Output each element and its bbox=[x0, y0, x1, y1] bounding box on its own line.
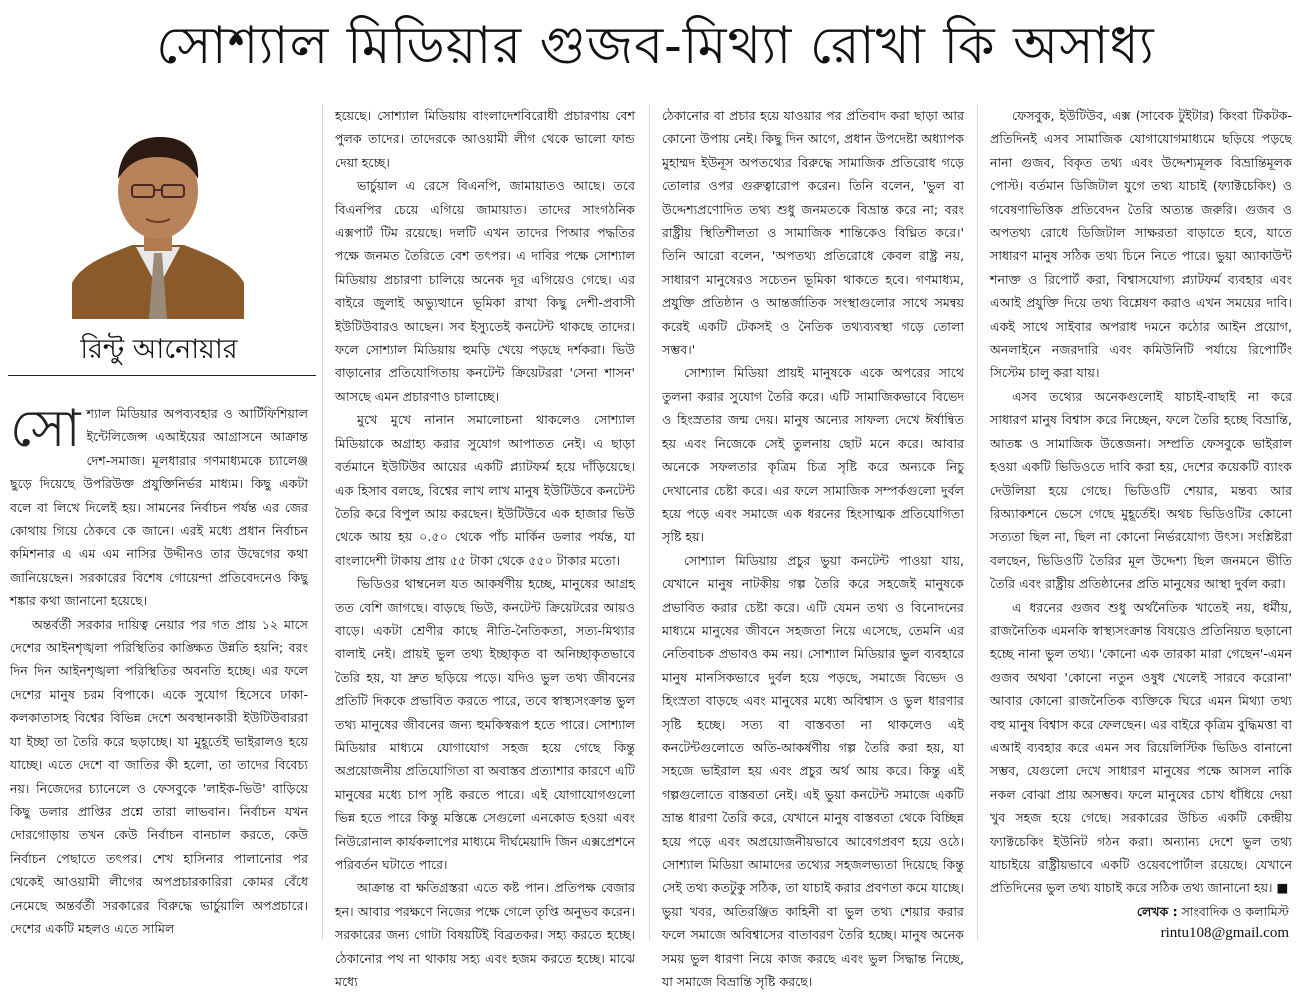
article-paragraph: মুখে মুখে নানান সমালোচনা থাকলেও সোশ্যাল মিডিয়াকে অগ্রাহ্য করার সুযোগ আপাতত নেই। এ ছাড়া বর্তমানে ইউটিউব আয়ের একটি প্ল্যাটফর্ম হয়ে দাঁড়িয়েছে। এক হিসাব বলছে, বিশ্বের লাখ লাখ মানুষ ইউটিউবে কনটেন্ট তৈরি করে বিপুল আয় করছেন। ইউটিউবে এক হাজার ভিউ থেকে আয় হয় ০.৫০ থেকে পাঁচ মার্কিন ডলার পর্যন্ত, যা বাংলাদেশী টাকায় প্রায় ৫৫ টাকা থেকে ৫৫০ টাকার মতো। bbox=[335, 412, 635, 568]
article-paragraph: সোশ্যাল মিডিয়া প্রায়ই মানুষকে একে অপরের সাথে তুলনা করার সুযোগ তৈরি করে। এটি সামাজিকভাবে বিভেদ ও হিংস্রতার জন্ম দেয়। মানুষ অন্যের সাফল্য দেখে ঈর্ষান্বিত হয় এবং নিজেকে সেই তুলনায় ছোট মনে করে। আবার অনেকে সফলতার কৃত্রিম চিত্র সৃষ্টি করে অন্যকে নিচু দেখানোর চেষ্টা করে। এর ফলে সামাজিক সম্পর্কগুলো দুর্বল হয়ে পড়ে এবং সমাজে এক ধরনের হিংসাত্মক প্রতিযোগিতা সৃষ্টি হয়। bbox=[662, 365, 964, 545]
article-paragraph: আক্রান্ত বা ক্ষতিগ্রস্তরা এতে কষ্ট পান। প্রতিপক্ষ বেজার হন। আবার পরক্ষণে নিজের পক্ষে গেলে তৃপ্তি অনুভব করেন। সরকারের জন্য গোটা বিষয়টিই বিব্রতকর। সহ্য করতে হচ্ছে। ঠেকানোর পথ না থাকায় সহ্য এবং হজম করতে হচ্ছে। মাঝে মধ্যে bbox=[335, 880, 635, 990]
article-paragraph: হয়েছে। সোশ্যাল মিডিয়ায় বাংলাদেশবিরোধী প্রচারণায় বেশ পুলক তাদের। তাদেরকে আওয়ামী লীগ থেকে ভালো ফান্ড দেয়া হচ্ছে। bbox=[335, 108, 635, 170]
article-column-2 bbox=[335, 104, 635, 990]
author-credit bbox=[1137, 902, 1289, 922]
article-column-1 bbox=[10, 399, 308, 940]
article-column-3 bbox=[662, 104, 964, 990]
author-name: রিন্টু আনোয়ার bbox=[80, 334, 238, 365]
byline-divider bbox=[8, 375, 316, 376]
article-paragraph: সোশ্যাল মিডিয়ায় প্রচুর ভুয়া কনটেন্ট পাওয়া যায়, যেখানে মানুষ নাটকীয় গল্প তৈরি করে সহজেই মানুষকে প্রভাবিত করার চেষ্টা করে। এটি যেমন তথ্য ও বিনোদনের মাধ্যমে মানুষের জীবনে সহজতা নিয়ে এসেছে, তেমনি এর নেতিবাচক প্রভাবও কম নয়। সোশ্যাল মিডিয়ার ভুল ব্যবহারে মানুষ মানসিকভাবে দুর্বল হয়ে পড়ছে, সমাজে বিভেদ ও হিংস্রতা বাড়ছে এবং মানুষের মধ্যে অবিশ্বাস ও ভুল ধারণার সৃষ্টি হচ্ছে। সত্য বা বাস্তবতা না থাকলেও এই কনটেন্টগুলোতে অতি-আকর্ষণীয় গল্প তৈরি করা হয়, যা সহজে ভাইরাল হয় এবং প্রচুর অর্থ আয় করে। কিন্তু এই গল্পগুলোতে বাস্তবতা নেই। এই ভুয়া কনটেন্ট সমাজে একটি ভ্রান্ত ধারণা তৈরি করে, যেখানে মানুষ বাস্তবতা থেকে বিচ্ছিন্ন হয়ে পড়ে এবং অপ্রয়োজনীয়ভাবে আবেগপ্রবণ হয়ে ওঠে। সোশ্যাল মিডিয়া আমাদের তথ্যের সহজলভ্যতা দিয়েছে কিন্তু সেই তথ্য কতটুকু সঠিক, তা যাচাই করার প্রবণতা কমে যাচ্ছে। ভুয়া খবর, অতিরঞ্জিত কাহিনী বা ভুল তথ্য শেয়ার করার ফলে সমাজে অবিশ্বাসের বাতাবরণ তৈরি হচ্ছে। মানুষ অনেক সময় ভুল ধারণা নিয়ে কাজ করছে এবং ভুল সিদ্ধান্ত নিচ্ছে, যা সমাজে বিভ্রান্তি সৃষ্টি করছে। bbox=[662, 552, 964, 990]
author-photo bbox=[72, 113, 244, 319]
author-email: rintu108@gmail.com bbox=[1160, 925, 1289, 941]
article-paragraph: অন্তর্বর্তী সরকার দায়িত্ব নেয়ার পর গত প্রায় ১২ মাসে দেশের আইনশৃঙ্খলা পরিস্থিতির কাঙ্ক্ষিত উন্নতি হয়নি; বরং দিন দিন আইনশৃঙ্খলা পরিস্থিতির অবনতি হচ্ছে। এর ফলে দেশের মানুষ চরম বিপাকে। একে সুযোগ হিসেবে ঢাকা-কলকাতাসহ বিশ্বের বিভিন্ন দেশে অবস্থানকারী ইউটিউবাররা যা ইচ্ছা তা তৈরি করে ছড়াচ্ছে। যা মুহূর্তেই ভাইরালও হয়ে যাচ্ছে। এতে দেশে বা জাতির কী হলো, তা তাদের বিবেচ্য নয়। নিজেদের চ্যানেলে ও ফেসবুকে 'লাইক-ভিউ' বাড়িয়ে কিছু ডলার প্রাপ্তির প্রশ্নে তারা লাভবান। নির্বাচন যখন দোরগোড়ায় তখন কেউ নির্বাচন বানচাল করতে, কেউ নির্বাচন পেছাতে তৎপর। শেখ হাসিনার পালানোর পর থেকেই আওয়ামী লীগের অপপ্রচারকারিরা কোমর বেঁধে নেমেছে অন্তর্বর্তী সরকারের বিরুদ্ধে ভার্চুয়ালি অপপ্রচারে। দেশের একটি মহলও এতে সামিল bbox=[10, 616, 308, 936]
author-role: সাংবাদিক ও কলামিস্ট bbox=[1181, 904, 1289, 919]
article-paragraph: ফেসবুক, ইউটিউব, এক্স (সাবেক টুইটার) কিংবা টিকটক- প্রতিদিনই এসব সামাজিক যোগাযোগমাধ্যমে ছড়িয়ে পড়ছে নানা গুজব, বিকৃত তথ্য এবং উদ্দেশ্যমূলক বিভ্রান্তিমূলক পোস্ট। বর্তমান ডিজিটাল যুগে তথ্য যাচাই (ফ্যাক্টচেকিং) ও গবেষণাভিত্তিক প্রতিবেদন তৈরি অত্যন্ত জরুরি। গুজব ও অপতথ্য রোধে ডিজিটাল সাক্ষরতা বাড়াতে হবে, যাতে সাধারণ মানুষ সঠিক তথ্য চিনে নিতে পারে। ভুয়া অ্যাকাউন্ট শনাক্ত ও রিপোর্ট করা, বিশ্বাসযোগ্য প্ল্যাটফর্ম ব্যবহার এবং এআই প্রযুক্তি দিয়ে তথ্য বিশ্লেষণ করাও এখন সময়ের দাবি। একই সাথে সাইবার অপরাধ দমনে কঠোর আইন প্রয়োগ, অনলাইনে নজরদারি এবং কমিউনিটি পর্যায়ে রিপোর্টিং সিস্টেম চালু করা যায়। bbox=[990, 108, 1292, 381]
article-paragraph: এ ধরনের গুজব শুধু অর্থনৈতিক খাতেই নয়, ধর্মীয়, রাজনৈতিক এমনকি স্বাস্থ্যসংক্রান্ত বিষয়েও প্রতিনিয়ত ছড়ানো হচ্ছে নানা ভুল তথ্য। 'কোনো এক তারকা মারা গেছেন'-এমন গুজব অথবা 'কোনো নতুন ওষুধ খেলেই সারবে করোনা' আবার কোনো রাজনৈতিক ব্যক্তিকে ঘিরে এমন মিথ্যা তথ্য বহু মানুষ বিশ্বাস করে ফেলছেন। এর বাইরে কৃত্রিম বুদ্ধিমত্তা বা এআই ব্যবহার করে এমন সব রিয়েলিস্টিক ভিডিও বানানো সম্ভব, যেগুলো দেখে সাধারণ মানুষের পক্ষে আসল নাকি নকল বোঝা প্রায় অসম্ভব। ফলে মানুষের চোখ ধাঁধিয়ে দেয়া খুব সহজ হয়ে গেছে। সরকারের উচিত একটি কেন্দ্রীয় ফ্যাক্টচেকিং ইউনিট গঠন করা। অন্যান্য দেশে ভুল তথ্য যাচাইয়ে রাষ্ট্রীয়ভাবে একটি ওয়েবপোর্টাল রয়েছে। যেখানে প্রতিদিনের ভুল তথ্য যাচাই করে সঠিক তথ্য জানানো হয়। ■ bbox=[990, 599, 1292, 896]
dropcap: সো bbox=[10, 399, 81, 459]
article-paragraph: সোশ্যাল মিডিয়ার অপব্যবহার ও আর্টিফিশিয়াল ইন্টেলিজেন্স এআইয়ের আগ্রাসনে আক্রান্ত দেশ-সমাজ। মূলধারার গণমাধ্যমকে চ্যালেঞ্জ ছুড়ে দিয়েছে উপরিউক্ত প্রযুক্তিনির্ভর মাধ্যম। কিছু একটা বলে বা লিখে দিলেই হয়। সামনের নির্বাচন পর্যন্ত এর জের কোথায় গিয়ে ঠেকবে কে জানে। এরই মধ্যে প্রধান নির্বাচন কমিশনার এ এম এম নাসির উদ্দীনও তার উদ্বেগের কথা জানিয়েছেন। সরকারের বিশেষ গোয়েন্দা প্রতিবেদনেও কিছু শঙ্কার কথা জানানো হয়েছে। bbox=[10, 399, 308, 609]
article-paragraph: ভিডিওর থাম্বনেল যত আকর্ষণীয় হচ্ছে, মানুষের আগ্রহ তত বেশি জাগছে। বাড়ছে ভিউ, কনটেন্ট ক্রিয়েটরের আয়ও বাড়ে। একটা শ্রেণীর কাছে নীতি-নৈতিকতা, সত্য-মিথ্যার বালাই নেই। প্রায়ই ভুল তথ্য ইচ্ছাকৃত বা অনিচ্ছাকৃতভাবে তৈরি হয়, যা দ্রুত ছড়িয়ে পড়ে। যদিও ভুল তথ্য জীবনের প্রতিটি দিককে প্রভাবিত করতে পারে, তবে স্বাস্থ্যসংক্রান্ত ভুল তথ্য মানুষের জীবনের জন্য হুমকিস্বরূপ হতে পারে। সোশ্যাল মিডিয়ার মাধ্যমে যোগাযোগ সহজ হয়ে গেছে কিন্তু অপ্রয়োজনীয় প্রতিযোগিতা বা অবাস্তব প্রত্যাশার কারণে এটি মানুষের মধ্যে চাপ সৃষ্টি করতে পারে। এই যোগাযোগগুলো ভিন্ন হতে পারে কিন্তু মস্তিষ্কে সেগুলো এনকোড হওয়া এবং নিউরোনাল কার্যকলাপের মাধ্যমে দীর্ঘমেয়াদি জিন এক্সপ্রেশনে পরিবর্তন ঘটাতে পারে। bbox=[335, 576, 635, 872]
article-column-4 bbox=[990, 104, 1292, 904]
article-paragraph: এসব তথ্যের অনেকগুলোই যাচাই-বাছাই না করে সাধারণ মানুষ বিশ্বাস করে নিচ্ছেন, ফলে তৈরি হচ্ছে বিভ্রান্তি, আতঙ্ক ও সামাজিক উত্তেজনা। সম্প্রতি ফেসবুকে ভাইরাল হওয়া একটি ভিডিওতে দাবি করা হয়, দেশের কয়েকটি ব্যাংক দেউলিয়া হয়ে গেছে। ভিডিওটি শেয়ার, মন্তব্য আর রিঅ্যাকশনে ভেসে গেছে মুহূর্তেই। অথচ ভিডিওটির কোনো সত্যতা ছিল না, ছিল না কোনো নির্ভরযোগ্য উৎস। সংশ্লিষ্টরা বলছেন, ভিডিওটি তৈরির মূল উদ্দেশ্য ছিল জনমনে ভীতি তৈরি এবং রাষ্ট্রীয় প্রতিষ্ঠানের প্রতি মানুষের আস্থা দুর্বল করা। bbox=[990, 388, 1292, 592]
column-divider bbox=[649, 104, 650, 940]
column-divider bbox=[977, 104, 978, 940]
headline: সোশ্যাল মিডিয়ার গুজব-মিথ্যা রোখা কি অসাধ্য bbox=[156, 16, 1155, 76]
author-credit-label: লেখক : bbox=[1136, 904, 1178, 919]
column-divider bbox=[322, 104, 323, 940]
article-paragraph: ভার্চুয়াল এ রেসে বিএনপি, জামায়াতও আছে। তবে বিএনপির চেয়ে এগিয়ে জামায়াত। তাদের সাংগঠনিক এক্সপার্ট টিম রয়েছে। দলটি এখন তাদের পিআর পদ্ধতির পক্ষে জনমত তৈরিতে বেশ তৎপর। এ দাবির পক্ষে সোশ্যাল মিডিয়ায় প্রচারণা চালিয়ে অনেক দূর এগিয়েও গেছে। এর বাইরে জুলাই অভ্যুত্থানে ভূমিকা রাখা কিছু দেশী-প্রবাসী ইউটিউবারও আছেন। সব ইস্যুতেই কনটেন্ট থাকছে তাদের। ফলে সোশ্যাল মিডিয়ায় হুমড়ি খেয়ে পড়ছে দর্শকরা। ভিউ বাড়ানোর প্রতিযোগিতায় কনটেন্ট ক্রিয়েটররা 'সেনা শাসন' আসছে এমন প্রচারণাও চালাচ্ছে। bbox=[335, 178, 635, 404]
article-paragraph: ঠেকানোর বা প্রচার হয়ে যাওয়ার পর প্রতিবাদ করা ছাড়া আর কোনো উপায় নেই। কিছু দিন আগে, প্রধান উপদেষ্টা অধ্যাপক মুহাম্মদ ইউনূস অপতথ্যের বিরুদ্ধে সামাজিক প্রতিরোধ গড়ে তোলার ওপর গুরুত্বারোপ করেন। তিনি বলেন, 'ভুল বা উদ্দেশ্যপ্রণোদিত তথ্য শুধু জনমতকে বিভ্রান্ত করে না; বরং রাষ্ট্রীয় স্থিতিশীলতা ও সামাজিক শান্তিকেও বিঘ্নিত করে।' তিনি আরো বলেন, 'অপতথ্য প্রতিরোধে কেবল রাষ্ট্র নয়, সাধারণ মানুষেরও সচেতন ভূমিকা থাকতে হবে। গণমাধ্যম, প্রযুক্তি প্রতিষ্ঠান ও আন্তর্জাতিক সংস্থাগুলোর সাথে সমন্বয় করেই একটি টেকসই ও নৈতিক তথ্যব্যবস্থা গড়ে তোলা সম্ভব।' bbox=[662, 108, 964, 358]
